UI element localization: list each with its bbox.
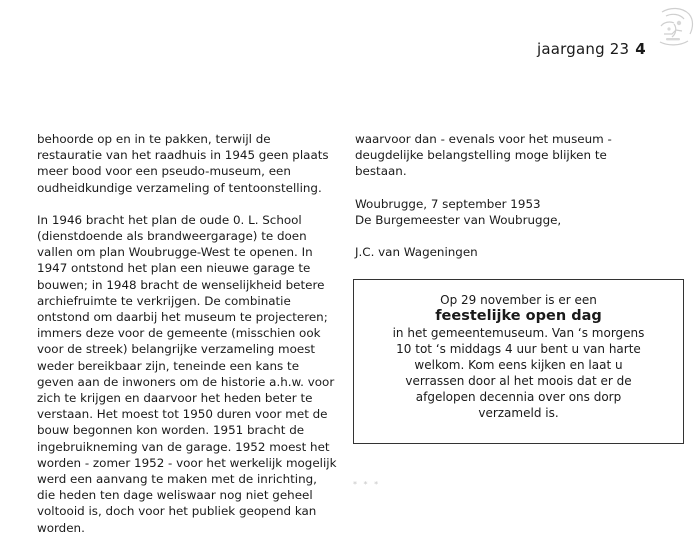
left-column — [37, 131, 337, 536]
announcement-box — [353, 279, 684, 444]
signatory-name: J.C. van Wageningen — [355, 245, 478, 260]
page-number: 4 — [635, 40, 646, 58]
paragraph: In 1946 bracht het plan de oude 0. L. School (dienstdoende als brandweergarage) te doen vallen om plan Woubrugge-West te openen. In 1947 ontstond het plan een nieuwe garage te bouwen; in 1948 bracht de wenselijkheid betere archiefruimte te verkrijgen. De combinatie ontstond om daarbij het museum te projecteren; immers deze voor de gemeente (misschien ook voor de streek) belangrijke verzameling moest weder bereikbaar zijn, teneinde een kans te geven aan de inwoners om de historie a.h.w. voor zich te krijgen en daarvoor het heden beter te verstaan. Het moest tot 1950 duren voor met de bouw begonnen kon worden. 1951 bracht de ingebruikneming van de garage. 1952 moest het worden - zomer 1952 - voor het werkelijk mogelijk werd een aanvang te maken met de inrichting, die heden ten dage weliswaar nog niet geheel voltooid is, doch voor het publiek geopend kan worden. — [37, 212, 337, 535]
right-column — [355, 131, 655, 260]
page-header — [537, 40, 646, 58]
signatory-title: De Burgemeester van Woubrugge, — [355, 212, 562, 227]
announcement-line: in het gemeentemuseum. Van ‘s morgens — [392, 326, 645, 340]
closing-paragraph: waarvoor dan - evenals voor het museum - deugdelijke belangstelling moge blijken te bestaan. — [355, 132, 612, 179]
announcement-line: welkom. Kom eens kijken en laat u — [414, 358, 623, 372]
paragraph: behoorde op en in te pakken, terwijl de restauratie van het raadhuis in 1945 geen plaats meer bood voor een pseudo-museum, een oudheidkundige verzameling of tentoonstelling. — [37, 132, 329, 195]
announcement-line: Op 29 november is er een — [440, 293, 597, 307]
announcement-line: verrassen door al het moois dat er de — [405, 374, 632, 388]
announcement-highlight: feestelijke open dag — [435, 308, 602, 324]
newsletter-logo-icon — [652, 4, 698, 50]
announcement-line: afgelopen decennia over ons dorp — [415, 390, 622, 404]
volume-label: jaargang 23 — [537, 40, 630, 58]
section-divider: * * * — [353, 480, 381, 489]
signature-block — [355, 196, 655, 228]
announcement-line: verzameld is. — [478, 406, 559, 420]
announcement-line: 10 tot ‘s middags 4 uur bent u van harte — [396, 342, 641, 356]
place-date: Woubrugge, 7 september 1953 — [355, 196, 541, 211]
